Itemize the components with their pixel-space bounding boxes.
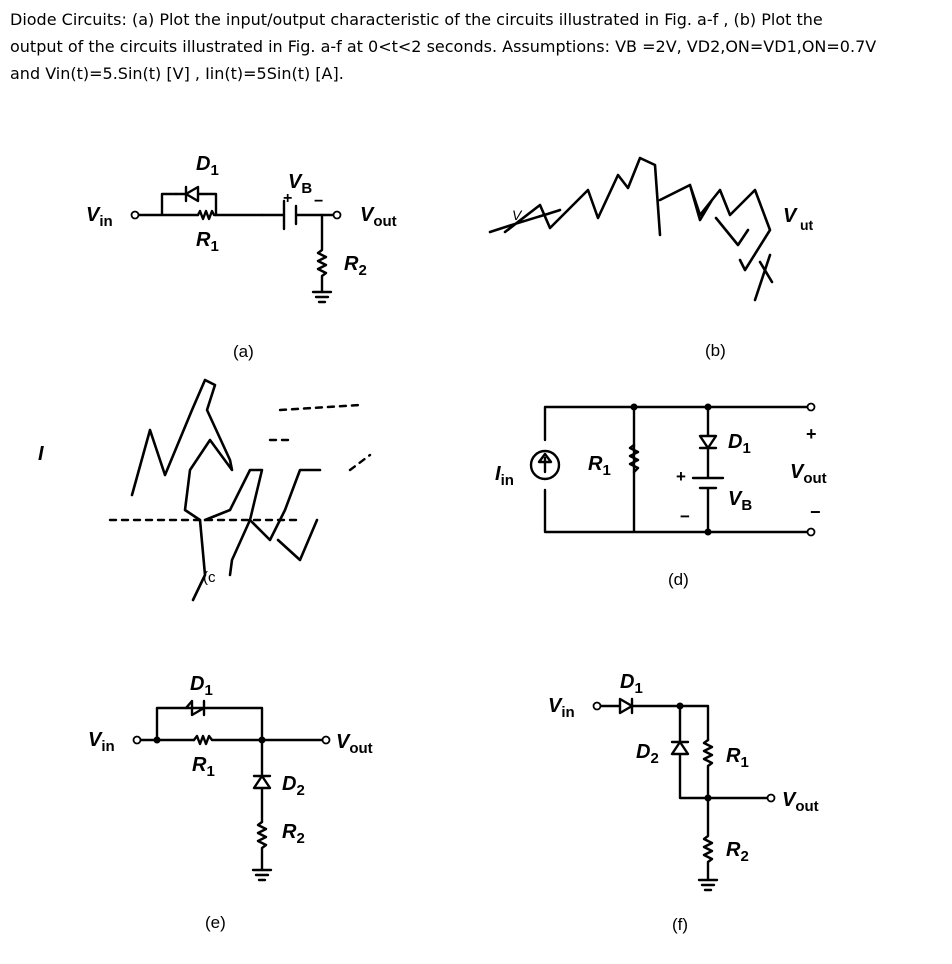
fig-a-r1-label: $R_1$ xyxy=(196,229,219,255)
fig-b-scribble xyxy=(490,158,770,300)
fig-f-vin-terminal xyxy=(594,703,601,710)
fig-e-input-wire xyxy=(141,708,194,740)
fig-d-node-r1 xyxy=(631,404,638,411)
fig-c-caption-fragment: (c xyxy=(203,569,216,586)
fig-e-vin-label: $V_{in}$ xyxy=(88,729,115,755)
fig-d-vout-minus-terminal xyxy=(808,529,815,536)
fig-e-node-in xyxy=(154,737,161,744)
problem-line-2: output of the circuits illustrated in Fig. a-f at 0<t<2 seconds. Assumptions: VB =2V, VD2,ON=VD1,ON=0.7V xyxy=(10,37,877,56)
figure-f xyxy=(548,671,819,934)
fig-a-vb-minus: − xyxy=(314,193,324,210)
fig-c-dashed-remnants xyxy=(110,405,370,520)
fig-a-vout-terminal xyxy=(334,212,341,219)
fig-d-node-top xyxy=(705,404,712,411)
fig-a-r1-resistor xyxy=(198,211,262,219)
fig-d-caption: (d) xyxy=(668,570,689,589)
fig-c-scribble xyxy=(132,380,320,600)
fig-f-caption: (f) xyxy=(672,915,689,934)
problem-line-1: Diode Circuits: (a) Plot the input/output characteristic of the circuits illustrated in Fig. a-f , (b) Plot the xyxy=(10,10,823,29)
fig-a-vout-label: $V_{out}$ xyxy=(360,204,397,230)
fig-e-vout-label: $V_{out}$ xyxy=(336,731,373,757)
fig-d-vout-plus: + xyxy=(806,424,817,444)
fig-c-fragment-i: I xyxy=(38,443,44,465)
fig-b-fragment-out: ut xyxy=(800,217,814,233)
fig-a-caption: (a) xyxy=(233,342,254,361)
fig-a-vb-battery xyxy=(262,201,336,229)
fig-a-vin-terminal xyxy=(132,212,139,219)
fig-f-r2-label: $R_2$ xyxy=(726,839,749,865)
fig-f-r1-resistor xyxy=(704,740,712,798)
figure-b xyxy=(490,158,814,360)
fig-e-d2-label: $D_2$ xyxy=(282,773,305,799)
problem-line-3: and Vin(t)=5.Sin(t) [V] , Iin(t)=5Sin(t) [A]. xyxy=(10,64,344,83)
fig-d-vout-label: $V_{out}$ xyxy=(790,461,827,487)
fig-f-d2-label: $D_2$ xyxy=(636,741,659,767)
fig-e-vout-terminal xyxy=(323,737,330,744)
fig-d-d1-label: $D_1$ xyxy=(728,431,751,457)
fig-a-r2-label: $R_2$ xyxy=(344,253,367,279)
fig-e-d1-label: $D_1$ xyxy=(190,673,213,699)
fig-d-vb-minus: − xyxy=(680,507,690,526)
figure-e xyxy=(88,673,373,932)
figure-a xyxy=(86,153,397,361)
fig-b-fragment-vout-v: V xyxy=(783,205,797,227)
fig-d-d1-vb-branch xyxy=(693,407,723,532)
fig-b-fragment-v: V xyxy=(512,207,522,223)
fig-a-d1-diode xyxy=(176,187,216,215)
fig-d-iin-label: $I_{in}$ xyxy=(495,463,514,489)
fig-a-r2-resistor xyxy=(318,215,326,292)
fig-e-r1-label: $R_1$ xyxy=(192,754,215,780)
fig-b-caption: (b) xyxy=(705,341,726,360)
fig-a-ground xyxy=(313,292,331,302)
figure-d xyxy=(495,404,827,590)
fig-f-ground xyxy=(699,880,717,890)
fig-e-d1-diode xyxy=(186,701,262,740)
fig-e-d2-diode xyxy=(254,740,270,822)
fig-a-vb-plus: + xyxy=(283,190,293,207)
fig-e-r2-label: $R_2$ xyxy=(282,821,305,847)
fig-d-vout-plus-terminal xyxy=(808,404,815,411)
fig-e-caption: (e) xyxy=(205,913,226,932)
fig-a-vb-label: $V_B$ xyxy=(288,171,313,197)
fig-f-r1-label: $R_1$ xyxy=(726,745,749,771)
fig-e-r2-resistor xyxy=(258,822,266,870)
fig-f-r2-resistor xyxy=(704,798,712,880)
fig-d-vout-minus: − xyxy=(810,502,821,522)
fig-f-d1-label: $D_1$ xyxy=(620,671,643,697)
fig-d-vb-plus: + xyxy=(676,467,686,486)
fig-a-vin-label: $V_{in}$ xyxy=(86,204,113,230)
fig-a-d1-label: $D_1$ xyxy=(196,153,219,179)
fig-f-d2-diode xyxy=(672,706,708,798)
fig-f-vin-label: $V_{in}$ xyxy=(548,695,575,721)
fig-f-vout-label: $V_{out}$ xyxy=(782,789,819,815)
fig-d-vb-label: $V_B$ xyxy=(728,488,753,514)
fig-e-r1-resistor xyxy=(194,736,322,744)
fig-f-d1-diode xyxy=(601,699,708,740)
figure-c xyxy=(38,380,370,600)
fig-e-ground xyxy=(253,870,271,880)
fig-d-current-arrow xyxy=(539,454,551,472)
fig-d-r1-label: $R_1$ xyxy=(588,453,611,479)
fig-f-vout-terminal xyxy=(768,795,775,802)
fig-e-vin-terminal xyxy=(134,737,141,744)
